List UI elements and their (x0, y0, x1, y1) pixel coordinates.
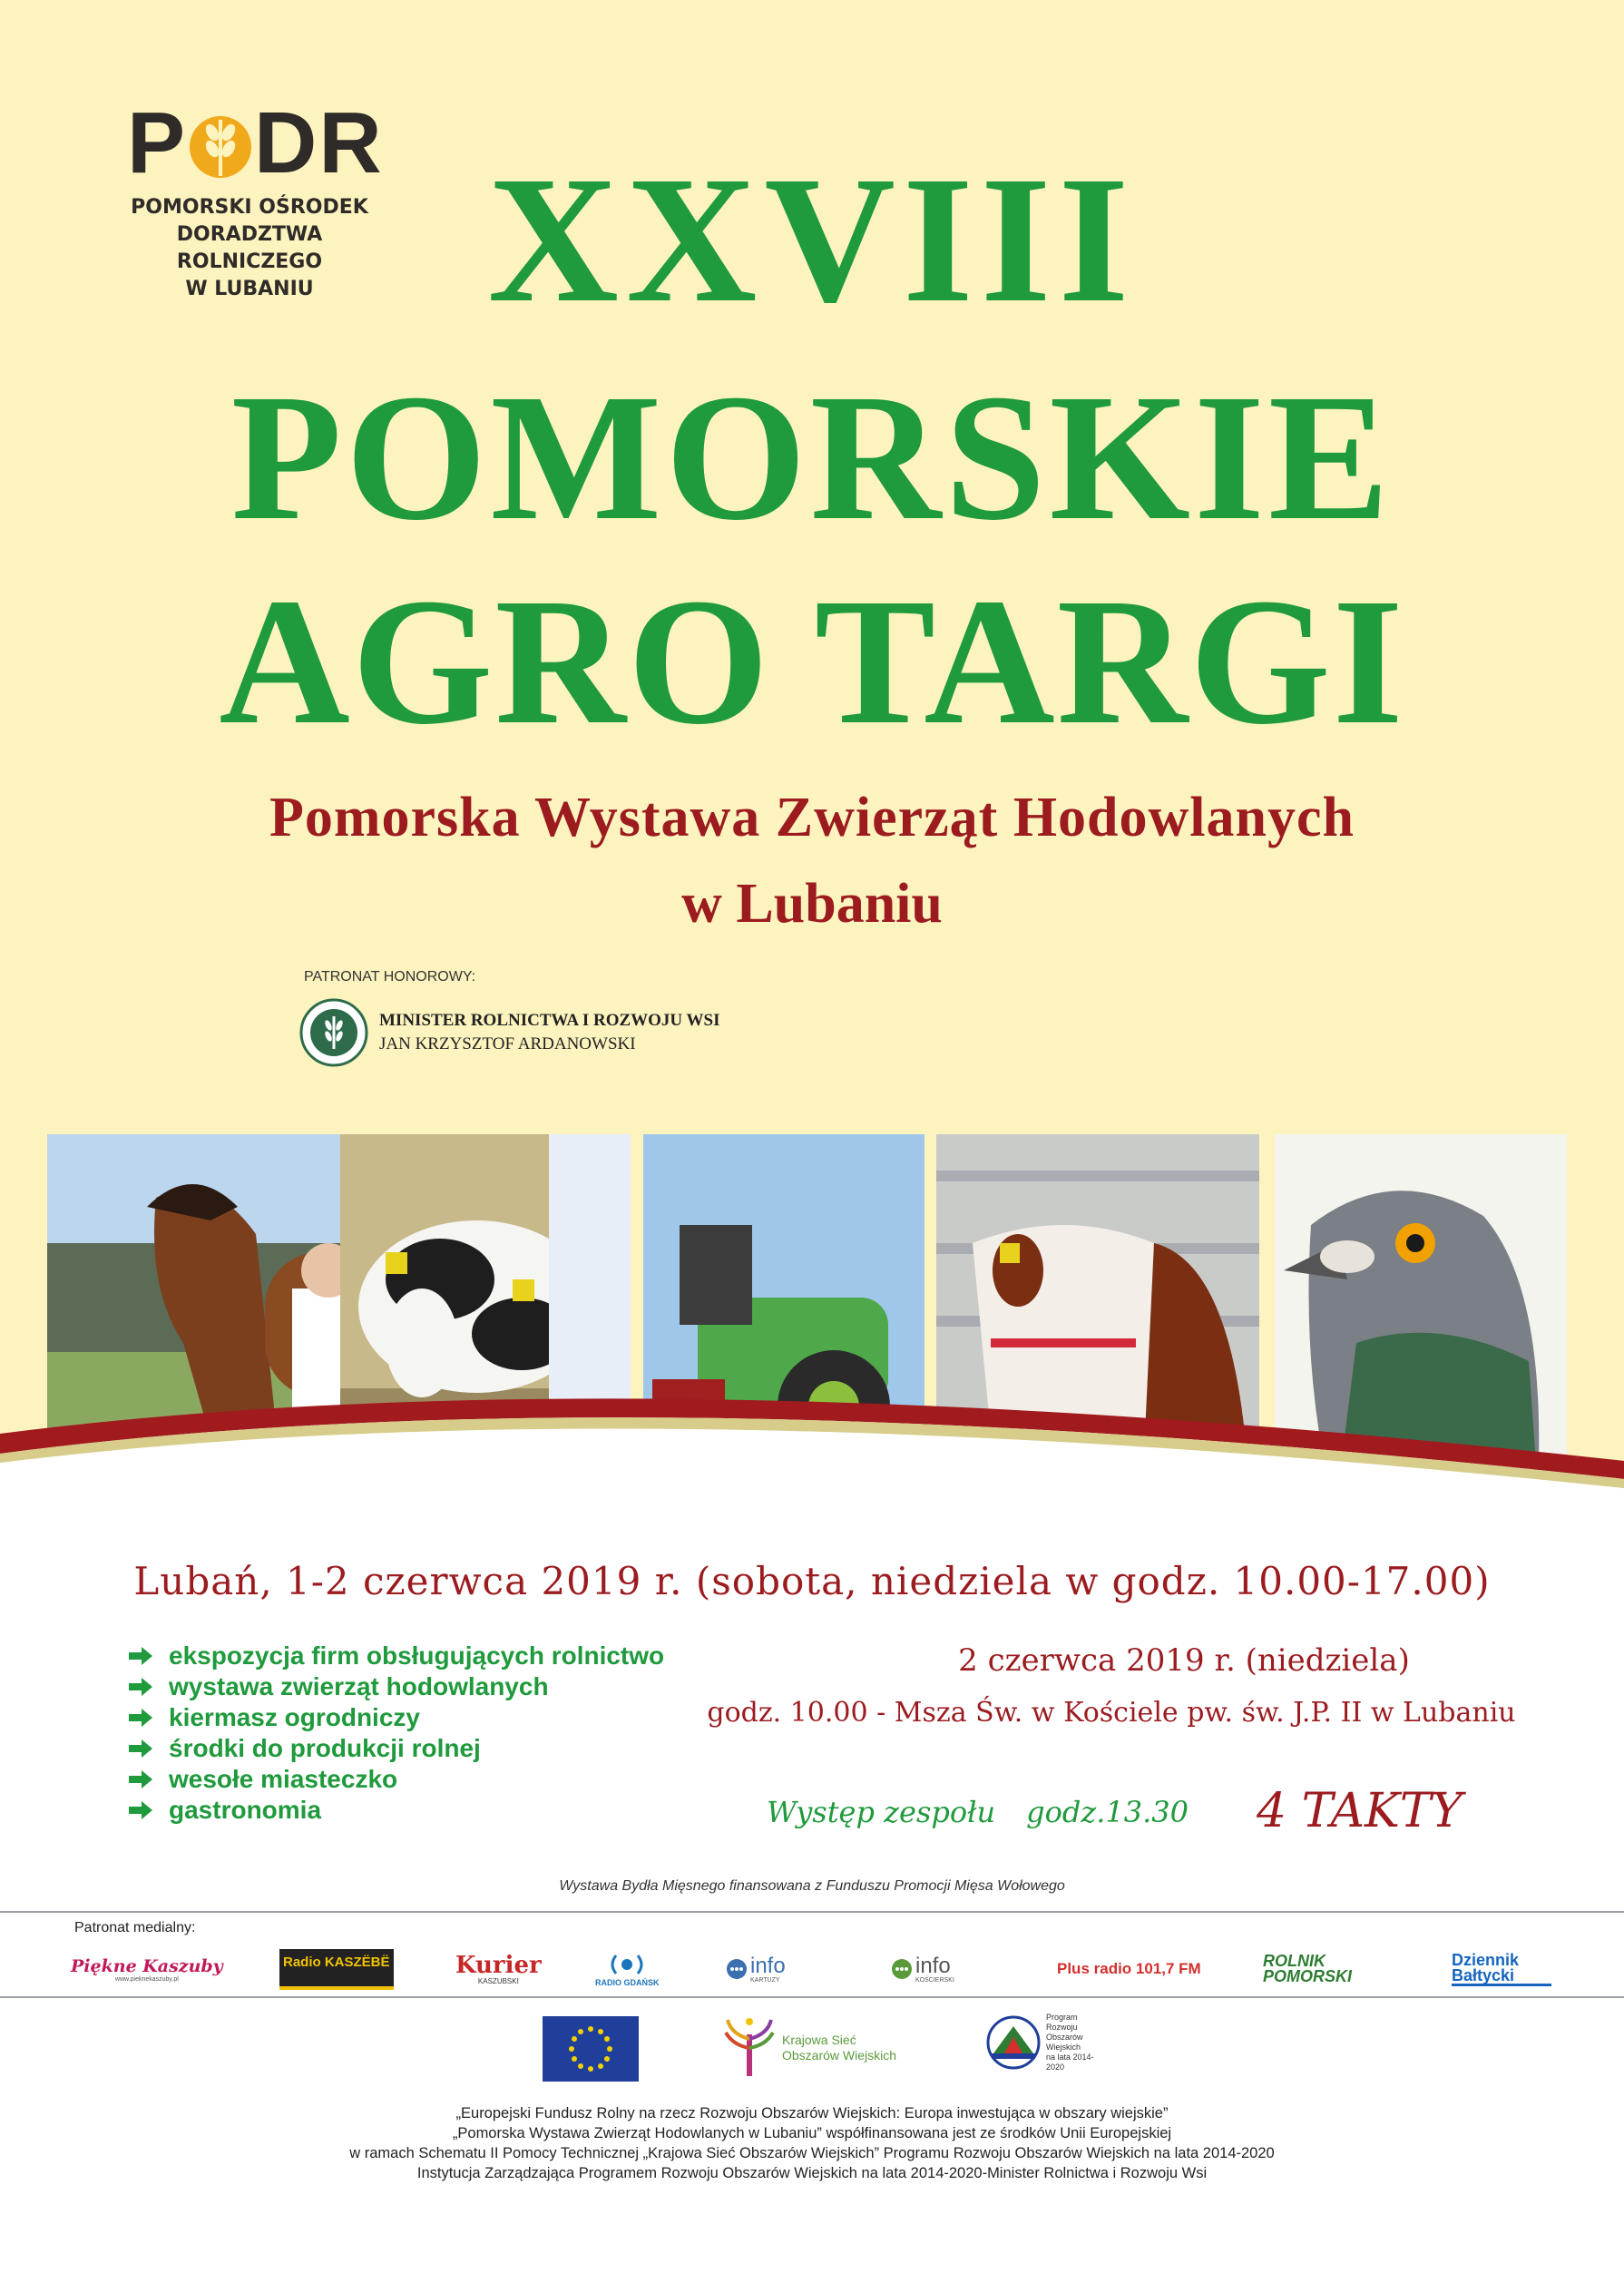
eu-flag-icon (543, 2016, 639, 2082)
logo-dziennik-baltycki-text: Dziennik Bałtycki (1452, 1953, 1551, 1986)
media-patron-label: Patronat medialny: (74, 1920, 196, 1935)
prow-line-5: na lata 2014-2020 (1046, 2053, 1094, 2072)
list-item (129, 1764, 664, 1795)
prow-line-2: Rozwoju (1046, 2023, 1078, 2032)
arrow-icon (129, 1709, 152, 1727)
logo-info-kartuzy-text: info (750, 1953, 786, 1978)
sunday-heading: 2 czerwca 2019 r. (niedziela) (958, 1642, 1410, 1679)
list-item (129, 1641, 664, 1671)
logo-rolnik-pomorski (1263, 1937, 1372, 2001)
logo-line-1: POMORSKI OŚRODEK (131, 196, 368, 219)
band-name: 4 TAKTY (1257, 1784, 1463, 1838)
arrow-icon (129, 1739, 152, 1758)
divider-top (0, 1911, 1624, 1913)
footer-line-1: „Europejski Fundusz Rolny na rzecz Rozwoju Obszarów Wiejskich: Europa inwestująca w obszary wiejskie” (455, 2105, 1169, 2121)
list-item (129, 1671, 664, 1702)
prow-emblem-icon (984, 2014, 1042, 2072)
logo-radio-kaszebe-text: Radio KASZËBË (279, 1949, 394, 1990)
ksow-tree-icon (722, 2016, 777, 2080)
logo-info-kartuzy-sub: KARTUZY (750, 1976, 780, 1984)
logo-rolnik-pomorski-text: ROLNIK POMORSKI (1263, 1952, 1353, 1985)
mass-info: godz. 10.00 - Msza Św. w Kościele pw. św. J.P. II w Lubaniu (707, 1697, 1516, 1729)
title-edition: XXVIII (487, 140, 1137, 340)
logo-dziennik-baltycki (1452, 1937, 1551, 2001)
performance-info (767, 1795, 1189, 1829)
logo-plus-radio-text: Plus radio 101,7 FM (1057, 1960, 1201, 1977)
performance-time: godz.13.30 (1026, 1795, 1189, 1829)
logo-radio-kaszebe (279, 1937, 394, 2001)
divider-bottom (0, 1996, 1624, 1998)
list-item (129, 1733, 664, 1764)
attraction-label: wystawa zwierząt hodowlanych (169, 1672, 549, 1700)
event-dates: Lubań, 1-2 czerwca 2019 r. (sobota, niedziela w godz. 10.00-17.00) (133, 1559, 1491, 1603)
footer-line-2: „Pomorska Wystawa Zwierząt Hodowlanych w Lubaniu” współfinansowana jest ze środków Unii Europejskiej (452, 2125, 1172, 2141)
logo-info-koscierski-sub: KOŚCIERSKI (915, 1976, 954, 1984)
ksow-line-2: Obszarów Wiejskich (782, 2048, 897, 2063)
decorative-wave (0, 1343, 1624, 1579)
logo-info-kartuzy (726, 1937, 786, 2001)
radio-waves-icon (609, 1951, 645, 1978)
logo-info-koscierski (891, 1937, 954, 2001)
title-agro-targi: AGRO TARGI (219, 562, 1405, 762)
ksow-logo (722, 2016, 896, 2080)
prow-line-1: Program (1046, 2013, 1078, 2022)
attractions-list (129, 1641, 664, 1826)
prow-line-3: Obszarów (1046, 2033, 1083, 2042)
logo-info-koscierski-text: info (915, 1953, 951, 1978)
performance-label: Występ zespołu (767, 1795, 996, 1829)
ministry-emblem-icon (299, 998, 368, 1067)
logo-line-2: DORADZTWA ROLNICZEGO (176, 223, 323, 273)
attraction-label: ekspozycja firm obsługujących rolnictwo (169, 1641, 665, 1670)
logo-piekne-kaszuby-sub: www.pieknekaszuby.pl (114, 1975, 179, 1983)
list-item (129, 1795, 664, 1826)
prow-logo (984, 2013, 1101, 2072)
logo-radio-gdansk (595, 1937, 660, 2001)
list-item (129, 1702, 664, 1733)
patron-label: PATRONAT HONOROWY: (304, 969, 476, 985)
subtitle-exhibition: Pomorska Wystawa Zwierząt Hodowlanych (269, 787, 1355, 848)
arrow-icon (129, 1770, 152, 1788)
logo-line-3: W LUBANIU (185, 278, 314, 300)
attraction-label: kiermasz ogrodniczy (169, 1703, 420, 1731)
logo-kurier-text: Kurier (455, 1951, 542, 1979)
prow-line-4: Wiejskich (1046, 2043, 1081, 2052)
chat-bubble-icon (891, 1958, 913, 1980)
ksow-line-1: Krajowa Sieć (782, 2033, 856, 2047)
logo-letter-p: P (127, 94, 188, 191)
logo-radio-gdansk-text: RADIO GDAŃSK (595, 1978, 660, 1987)
logo-kurier (455, 1937, 542, 2001)
arrow-icon (129, 1801, 152, 1819)
logo-letters-dr: DR (254, 94, 384, 191)
arrow-icon (129, 1647, 152, 1665)
arrow-icon (129, 1678, 152, 1696)
logo-plus-radio (1057, 1937, 1201, 2001)
footer-line-4: Instytucja Zarządzająca Programem Rozwoju Obszarów Wiejskich na lata 2014-2020-Minister Rolnictwa i Rozwoju Wsi (416, 2165, 1208, 2181)
title-pomorskie: POMORSKIE (230, 358, 1394, 558)
attraction-label: wesołe miasteczko (169, 1765, 398, 1793)
logo-piekne-kaszuby (71, 1937, 223, 2001)
patron-title: MINISTER ROLNICTWA I ROZWOJU WSI (379, 1011, 720, 1030)
patron-name: JAN KRZYSZTOF ARDANOWSKI (379, 1034, 636, 1053)
logo-piekne-kaszuby-text: Piękne Kaszuby (71, 1955, 223, 1976)
subtitle-location: w Lubaniu (681, 873, 943, 935)
logo-kurier-sub: KASZUBSKI (477, 1976, 519, 1985)
attraction-label: środki do produkcji rolnej (169, 1734, 481, 1762)
chat-bubble-icon (726, 1958, 748, 1980)
patron-block (299, 998, 720, 1067)
attraction-label: gastronomia (169, 1796, 322, 1824)
funding-note: Wystawa Bydła Mięsnego finansowana z Funduszu Promocji Mięsa Wołowego (559, 1878, 1065, 1894)
footer-line-3: w ramach Schematu II Pomocy Technicznej „Krajowa Sieć Obszarów Wiejskich” Programu Rozwoju Obszarów Wiejskich na lata 2014-2020 (349, 2145, 1275, 2161)
media-logos (64, 1937, 1588, 2001)
